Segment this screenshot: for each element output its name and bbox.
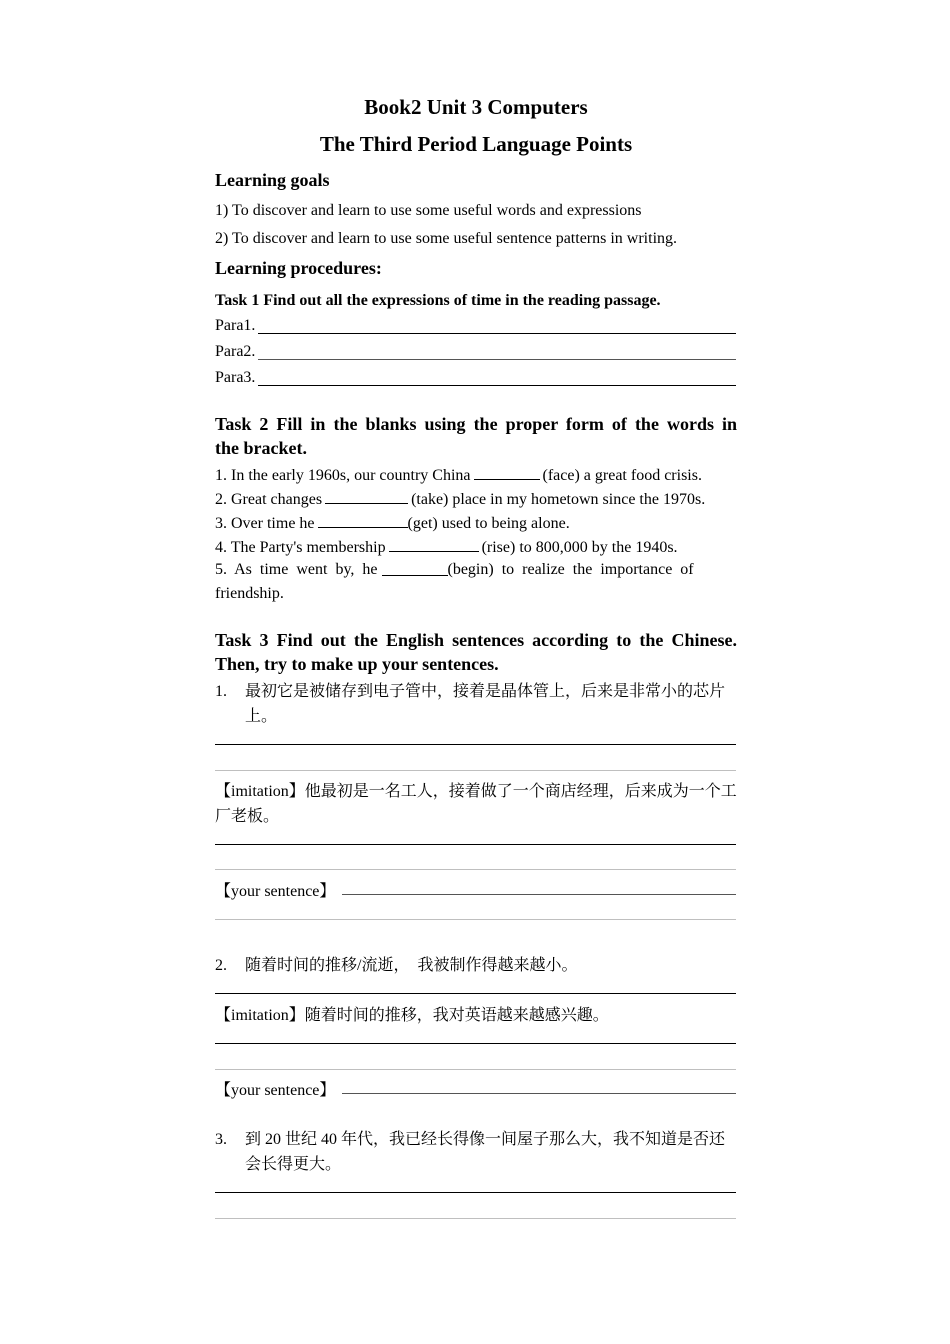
task3-q1-answer-line-2[interactable] (215, 770, 736, 771)
task2-item-5 (215, 561, 737, 579)
goal-item-1: 1) To discover and learn to use some useful words and expressions (215, 202, 642, 219)
task2-item-2-after: (take) place in my hometown since the 1970s. (411, 491, 706, 508)
task3-q3-answer-line[interactable] (215, 1192, 736, 1193)
task2-item-3-after: (get) used to being alone. (407, 515, 570, 532)
task3-q1-imitation-answer-line[interactable] (215, 844, 736, 845)
task2-item-1-after: (face) a great food crisis. (542, 467, 702, 484)
task1-para1-answer-line[interactable] (258, 333, 736, 334)
task3-q2-line (215, 952, 577, 975)
task2-item-1-before: 1. In the early 1960s, our country China (215, 467, 471, 484)
task3-q2-text: 随着时间的推移/流逝， 我被制作得越来越小。 (245, 957, 578, 974)
task2-item-3-blank[interactable] (318, 513, 408, 528)
task1-para2-answer-line[interactable] (258, 359, 736, 360)
task2-item-2 (215, 489, 705, 509)
task3-heading-line2: Then, try to make up your sentences. (215, 654, 499, 674)
task2-heading-line2: the bracket. (215, 438, 307, 458)
goal-item-2: 2) To discover and learn to use some useful sentence patterns in writing. (215, 230, 678, 247)
task2-item-3-before: 3. Over time he (215, 515, 315, 532)
task3-q2-your-sentence-line[interactable] (342, 1093, 736, 1094)
task3-heading-line1: Task 3 Find out the English sentences according to the Chinese. (215, 630, 737, 650)
task1-para3-label: Para3. (215, 369, 256, 386)
task2-item-4-before: 4. The Party's membership (215, 539, 386, 556)
task2-item-4 (215, 537, 678, 557)
task3-q1-number: 1. (215, 683, 227, 700)
task2-item-4-blank[interactable] (389, 537, 479, 552)
task3-q1-line2: 上。 (245, 708, 278, 725)
task3-q2-imitation-answer-line[interactable] (215, 1043, 736, 1044)
task3-q2-imitation: 【imitation】随着时间的推移，我对英语越来越感兴趣。 (215, 1007, 609, 1024)
task3-q2-number: 2. (215, 957, 227, 974)
task2-item-5-blank[interactable] (382, 561, 448, 576)
task2-item-3 (215, 513, 570, 533)
task1-para1-label: Para1. (215, 317, 256, 334)
learning-procedures-heading: Learning procedures: (215, 258, 382, 278)
task3-q1-line1 (215, 678, 725, 701)
task2-item-4-after: (rise) to 800,000 by the 1940s. (481, 539, 678, 556)
learning-goals-heading: Learning goals (215, 170, 330, 190)
task3-q1-answer-line[interactable] (215, 744, 736, 745)
task3-q3-answer-line-2[interactable] (215, 1218, 736, 1219)
task3-q1-imitation-answer-line-2[interactable] (215, 869, 736, 870)
task1-para2-label: Para2. (215, 343, 256, 360)
task3-q1-your-sentence-label: 【your sentence】 (215, 883, 336, 900)
page-title: Book2 Unit 3 Computers (364, 95, 588, 119)
task3-q1-imitation-line2: 厂老板。 (215, 808, 280, 825)
task2-item-1 (215, 465, 702, 485)
page-subtitle: The Third Period Language Points (319, 132, 633, 156)
task3-q2-imitation-answer-line-2[interactable] (215, 1069, 736, 1070)
task1-para3-answer-line[interactable] (258, 385, 736, 386)
task2-item-2-blank[interactable] (325, 489, 408, 504)
task3-q3-line2: 会长得更大。 (245, 1156, 342, 1173)
task3-q3-line1 (215, 1126, 725, 1149)
task2-item-5-after: (begin) to realize the importance of (447, 561, 694, 578)
task3-q3-number: 3. (215, 1131, 227, 1148)
task3-q3-text: 到 20 世纪 40 年代，我已经长得像一间屋子那么大，我不知道是否还 (245, 1131, 726, 1148)
task2-item-5-before: 5. As time went by, he (215, 561, 378, 578)
task2-item-5-continued: friendship. (215, 585, 284, 602)
task3-q1-imitation-line1: 【imitation】他最初是一名工人，接着做了一个商店经理，后来成为一个工 (215, 783, 737, 800)
task3-q1-your-sentence-line[interactable] (342, 894, 736, 895)
task3-q1-your-sentence-line-2[interactable] (215, 919, 736, 920)
task3-q2-answer-line[interactable] (215, 993, 736, 994)
task3-q1-text: 最初它是被储存到电子管中，接着是晶体管上，后来是非常小的芯片 (245, 683, 726, 700)
task3-q2-your-sentence-label: 【your sentence】 (215, 1082, 336, 1099)
task2-item-1-blank[interactable] (474, 465, 540, 480)
task2-heading-line1: Task 2 Fill in the blanks using the proper form of the words in (215, 414, 737, 434)
task1-heading: Task 1 Find out all the expressions of time in the reading passage. (215, 292, 661, 309)
task2-item-2-before: 2. Great changes (215, 491, 323, 508)
